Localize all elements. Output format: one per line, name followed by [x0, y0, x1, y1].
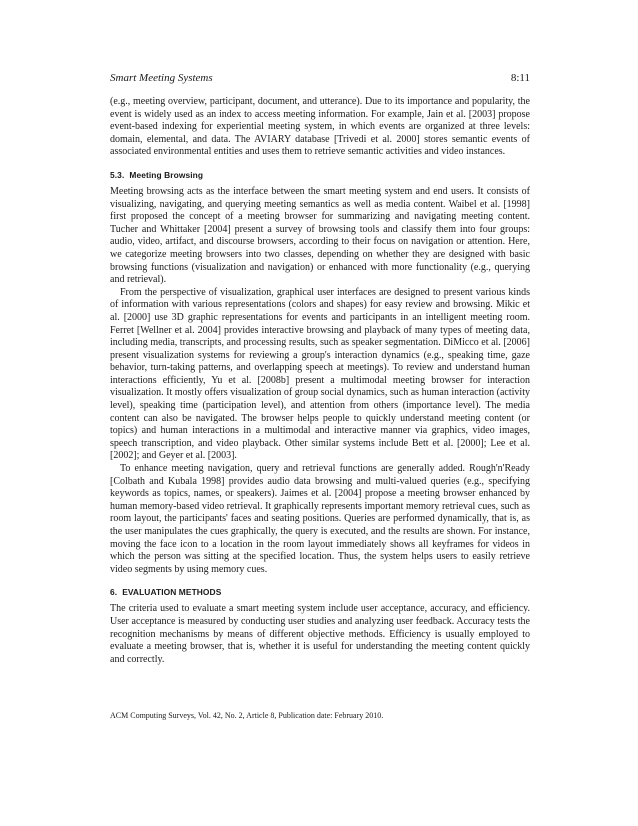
section-heading-evaluation-methods — [110, 587, 530, 597]
evaluation-methods-paragraph-1: The criteria used to evaluate a smart meeting system include user acceptance, accuracy, and efficiency. User acceptance is measured by conducting user studies and analyzing user feedback. Accuracy tests the recognition mechanisms by means of different objective methods. Efficiency is usually employed to evaluate a meeting browser, that is, whether it is useful for understanding the meeting content quickly and correctly. — [110, 603, 530, 665]
section-title: Meeting Browsing — [129, 169, 204, 180]
meeting-browsing-paragraph-1: Meeting browsing acts as the interface between the smart meeting system and end users. It consists of visualizing, navigating, and querying meeting semantics as well as media content. Waibel et al. [1998] first proposed the concept of a meeting browser for summarizing and navigating meeting content. Tucher and Whittaker [2004] present a survey of browsing tools and classify them into four groups: audio, video, artifact, and discourse browsers, according to their focus on navigation or attention. Here, we categorize meeting browsers into two classes, depending on whether they are designed with basic browsing functions (visualization and navigation) or enhanced with more functionality (e.g., querying and retrieval). — [110, 185, 530, 286]
page-number: 8:11 — [510, 72, 530, 84]
page-content — [110, 96, 530, 666]
meeting-browsing-paragraph-3: To enhance meeting navigation, query and retrieval functions are generally added. Rough'n'Ready [Colbath and Kubala 1998] provides audio data browsing and multi-valued queries (e.g., specifying keywords as topics, names, or speakers). Jaimes et al. [2004] propose a meeting browser enhanced by human memory-based video retrieval. It graphically represents important memory retrieval cues, such as room layout, the participants' faces and seating positions. Queries are performed dynamically, that is, as the user manipulates the cues graphically, the query is executed, and the results are shown. For instance, moving the face icon to a location in the room layout immediately shows all keyframes for videos in which the person was sitting at the specified location. Thus, the system helps users to easily retrieve video segments by using memory cues. — [110, 463, 530, 575]
section-number: 5.3. — [110, 169, 125, 180]
section-title: EVALUATION METHODS — [122, 587, 222, 598]
paper-page — [110, 0, 530, 826]
running-title: Smart Meeting Systems — [110, 72, 213, 84]
intro-paragraph: (e.g., meeting overview, participant, document, and utterance). Due to its importance and popularity, the event is widely used as an index to access meeting information. For example, Jain et al. [2003] propose event-based indexing for experiential meeting system, in which events are organized at three levels: domain, elemental, and data. The AVIARY database [Trivedi et al. 2000] stores semantic events of associated environmental entities and uses them to retrieve semantic activities and video instances. — [110, 96, 530, 158]
section-number: 6. — [110, 587, 118, 598]
page-footer: ACM Computing Surveys, Vol. 42, No. 2, Article 8, Publication date: February 2010. — [110, 711, 384, 720]
meeting-browsing-paragraph-2: From the perspective of visualization, graphical user interfaces are designed to present various kinds of information with various representations (colors and shapes) for easy review and browsing. Mikic et al. [2000] use 3D graphic representations for events and participants in an intelligent meeting room. Ferret [Wellner et al. 2004] provides interactive browsing and playback of many types of meeting data, including media, transcripts, and processing results, such as speaker segmentation. DiMicco et al. [2006] present visualization systems for reviewing a group's interaction dynamics (e.g., speaking time, gaze behavior, turn-taking patterns, and overlapping speech at meetings). To review and understand human interactions efficiently, Yu et al. [2008b] present a multimodal meeting browser for interaction visualization. It mostly offers visualization of group social dynamics, such as human interaction (activity level), speaking time (participation level), and attention from others (importance level). The media content can also be navigated. The browser helps people to quickly understand meeting content (or topics) and human interactions in a multimodal and interactive manner via graphics, video images, speech transcription, and video playback. Other similar systems include Bett et al. [2000]; Lee et al. [2002]; and Geyer et al. [2003]. — [110, 286, 530, 462]
running-header — [110, 72, 530, 84]
section-heading-meeting-browsing — [110, 170, 530, 180]
